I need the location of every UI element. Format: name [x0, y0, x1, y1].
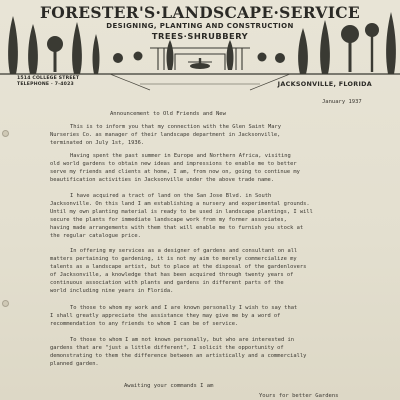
text-line: This is to inform you that my connection with the Glen Saint Mary	[70, 124, 281, 130]
path-lines	[110, 74, 290, 90]
text-line: Having spent the past summer in Europe and Northern Africa, visiting	[70, 153, 291, 159]
text-line: I shall greatly appreciate the assistance they may give me by a word of	[50, 312, 281, 319]
text-line: continuous association with plants and gardens in different parts of the	[50, 279, 284, 286]
signoff-line: Yours for better Gardens	[259, 393, 339, 399]
text-line: the regular catalogue price.	[50, 232, 141, 239]
paragraph-1	[50, 124, 372, 148]
center-plantings	[167, 40, 234, 70]
services-line: DESIGNING, PLANTING AND CONSTRUCTION	[106, 22, 294, 30]
text-line: matters pertaining to gardening, it is not my aim to merely commercialize my	[50, 255, 297, 262]
street-address: 1514 COLLEGE STREET	[17, 76, 80, 81]
text-line: old world gardens to obtain new ideas and impressions to enable me to better	[50, 160, 297, 167]
text-line: Nurseries Co. as manager of their landscape department in Jacksonville,	[50, 131, 281, 138]
text-line: Until my own planting material is ready to be used in landscape plantings, I will	[50, 208, 313, 215]
paragraph-5	[50, 305, 372, 329]
text-line: planned garden.	[50, 360, 99, 367]
text-line: Jacksonville. On this land I am establishing a nursery and experimental grounds.	[50, 200, 310, 207]
paragraph-2	[50, 153, 372, 185]
paragraph-3	[50, 193, 372, 240]
text-line: recommendation to any friends to whom I can be of service.	[50, 320, 239, 327]
business-name: FORESTER'S·LANDSCAPE·SERVICE	[39, 3, 361, 22]
punch-hole	[2, 130, 9, 137]
text-line: To those to whom my work and I are known personally I wish to say that	[70, 305, 298, 311]
text-line: secure the plants for immediate landscape work from my former associates,	[50, 216, 287, 223]
text-line: serve my friends and clients at home, I am, from now on, going to continue my	[50, 168, 300, 175]
text-line: terminated on July 1st, 1936.	[50, 139, 145, 146]
closing-line: Awaiting your commands I am	[124, 383, 214, 389]
text-line: To those to whom I am not known personally, but who are interested in	[70, 337, 294, 343]
text-line: world including nine years in Florida.	[50, 287, 174, 294]
text-line: having made arrangements with them that will enable me to furnish you stock at	[50, 224, 304, 231]
paragraph-4	[50, 248, 372, 295]
text-line: talents as a landscape artist, but to place at the disposal of the gardenlovers	[50, 263, 307, 270]
text-line: gardens that are "just a little different", I solicit the opportunity of	[50, 344, 284, 351]
text-line: I have acquired a tract of land on the San Jose Blvd. in South	[70, 193, 272, 199]
text-line: In offering my services as a designer of gardens and consultant on all	[70, 248, 298, 254]
products-line: TREES·SHRUBBERY	[151, 31, 249, 41]
text-line: demonstrating to them the difference between an artistically and a commercially	[50, 352, 307, 359]
text-line: of Jacksonville, a knowledge that has been acquired through twenty years of	[50, 271, 294, 278]
letter-heading: Announcement to Old Friends and New	[110, 111, 226, 117]
letter-date: January 1937	[322, 99, 362, 105]
paragraph-6	[50, 337, 372, 369]
text-line: beautification activities in Jacksonville under the above trade name.	[50, 176, 274, 183]
city-state: JACKSONVILLE, FLORIDA	[277, 80, 372, 88]
address-block	[17, 76, 79, 88]
telephone: TELEPHONE · 7-4023	[17, 82, 74, 87]
punch-hole	[2, 300, 9, 307]
letterhead	[0, 0, 400, 95]
